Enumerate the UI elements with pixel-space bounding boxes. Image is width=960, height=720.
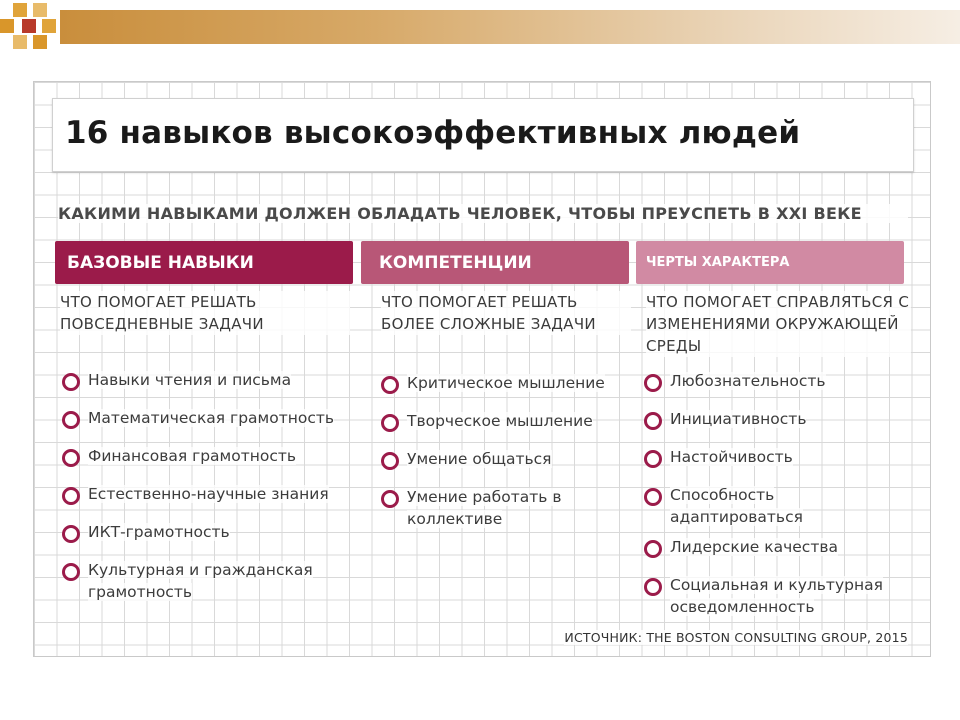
circle-bullet-icon bbox=[62, 373, 80, 391]
circle-bullet-icon bbox=[644, 540, 662, 558]
circle-bullet-icon bbox=[62, 411, 80, 429]
circle-bullet-icon bbox=[644, 578, 662, 596]
list-item: Социальная и культурная осведомленность bbox=[644, 574, 904, 618]
deco-square bbox=[33, 3, 47, 17]
header-competencies: КОМПЕТЕНЦИИ bbox=[361, 241, 629, 284]
list-item: Настойчивость bbox=[644, 446, 914, 476]
list-item: Культурная и гражданская грамотность bbox=[62, 559, 332, 603]
circle-bullet-icon bbox=[62, 563, 80, 581]
list-basic-skills bbox=[62, 369, 372, 611]
circle-bullet-icon bbox=[381, 414, 399, 432]
title-box bbox=[52, 98, 914, 172]
circle-bullet-icon bbox=[644, 412, 662, 430]
subtitle: КАКИМИ НАВЫКАМИ ДОЛЖЕН ОБЛАДАТЬ ЧЕЛОВЕК, ЧТОБЫ ПРЕУСПЕТЬ В XXI ВЕКЕ bbox=[58, 204, 908, 223]
list-item: Естественно-научные знания bbox=[62, 483, 372, 513]
circle-bullet-icon bbox=[381, 490, 399, 508]
list-item: Умение общаться bbox=[381, 448, 631, 478]
description-character-traits: ЧТО ПОМОГАЕТ СПРАВЛЯТЬСЯ С ИЗМЕНЕНИЯМИ ОКРУЖАЮЩЕЙ СРЕДЫ bbox=[646, 293, 910, 355]
list-item: Умение работать в коллективе bbox=[381, 486, 581, 530]
deco-square bbox=[13, 3, 27, 17]
top-decoration bbox=[0, 0, 960, 60]
top-gradient-bar bbox=[60, 10, 960, 44]
circle-bullet-icon bbox=[644, 374, 662, 392]
list-item: Творческое мышление bbox=[381, 410, 631, 440]
list-item: Критическое мышление bbox=[381, 372, 631, 402]
list-item: ИКТ-грамотность bbox=[62, 521, 372, 551]
circle-bullet-icon bbox=[381, 376, 399, 394]
list-item: Инициативность bbox=[644, 408, 914, 438]
list-character-traits bbox=[644, 370, 914, 626]
circle-bullet-icon bbox=[62, 487, 80, 505]
circle-bullet-icon bbox=[62, 525, 80, 543]
header-basic-skills: БАЗОВЫЕ НАВЫКИ bbox=[55, 241, 353, 284]
deco-square bbox=[22, 19, 36, 33]
header-character-traits: ЧЕРТЫ ХАРАКТЕРА bbox=[636, 241, 904, 284]
circle-bullet-icon bbox=[381, 452, 399, 470]
page-title: 16 навыков высокоэффективных людей bbox=[65, 115, 801, 151]
list-item: Математическая грамотность bbox=[62, 407, 372, 437]
list-competencies bbox=[381, 372, 631, 538]
circle-bullet-icon bbox=[644, 450, 662, 468]
list-item: Любознательность bbox=[644, 370, 914, 400]
description-competencies: ЧТО ПОМОГАЕТ РЕШАТЬ БОЛЕЕ СЛОЖНЫЕ ЗАДАЧИ bbox=[381, 291, 631, 335]
list-item: Лидерские качества bbox=[644, 536, 914, 566]
list-item: Финансовая грамотность bbox=[62, 445, 372, 475]
description-basic-skills: ЧТО ПОМОГАЕТ РЕШАТЬ ПОВСЕДНЕВНЫЕ ЗАДАЧИ bbox=[60, 291, 350, 335]
source-note: ИСТОЧНИК: THE BOSTON CONSULTING GROUP, 2015 bbox=[564, 630, 908, 645]
list-item: Способность адаптироваться bbox=[644, 484, 834, 528]
circle-bullet-icon bbox=[644, 488, 662, 506]
deco-square bbox=[33, 35, 47, 49]
list-item: Навыки чтения и письма bbox=[62, 369, 372, 399]
circle-bullet-icon bbox=[62, 449, 80, 467]
deco-square bbox=[0, 19, 14, 33]
deco-square bbox=[42, 19, 56, 33]
deco-square bbox=[13, 35, 27, 49]
